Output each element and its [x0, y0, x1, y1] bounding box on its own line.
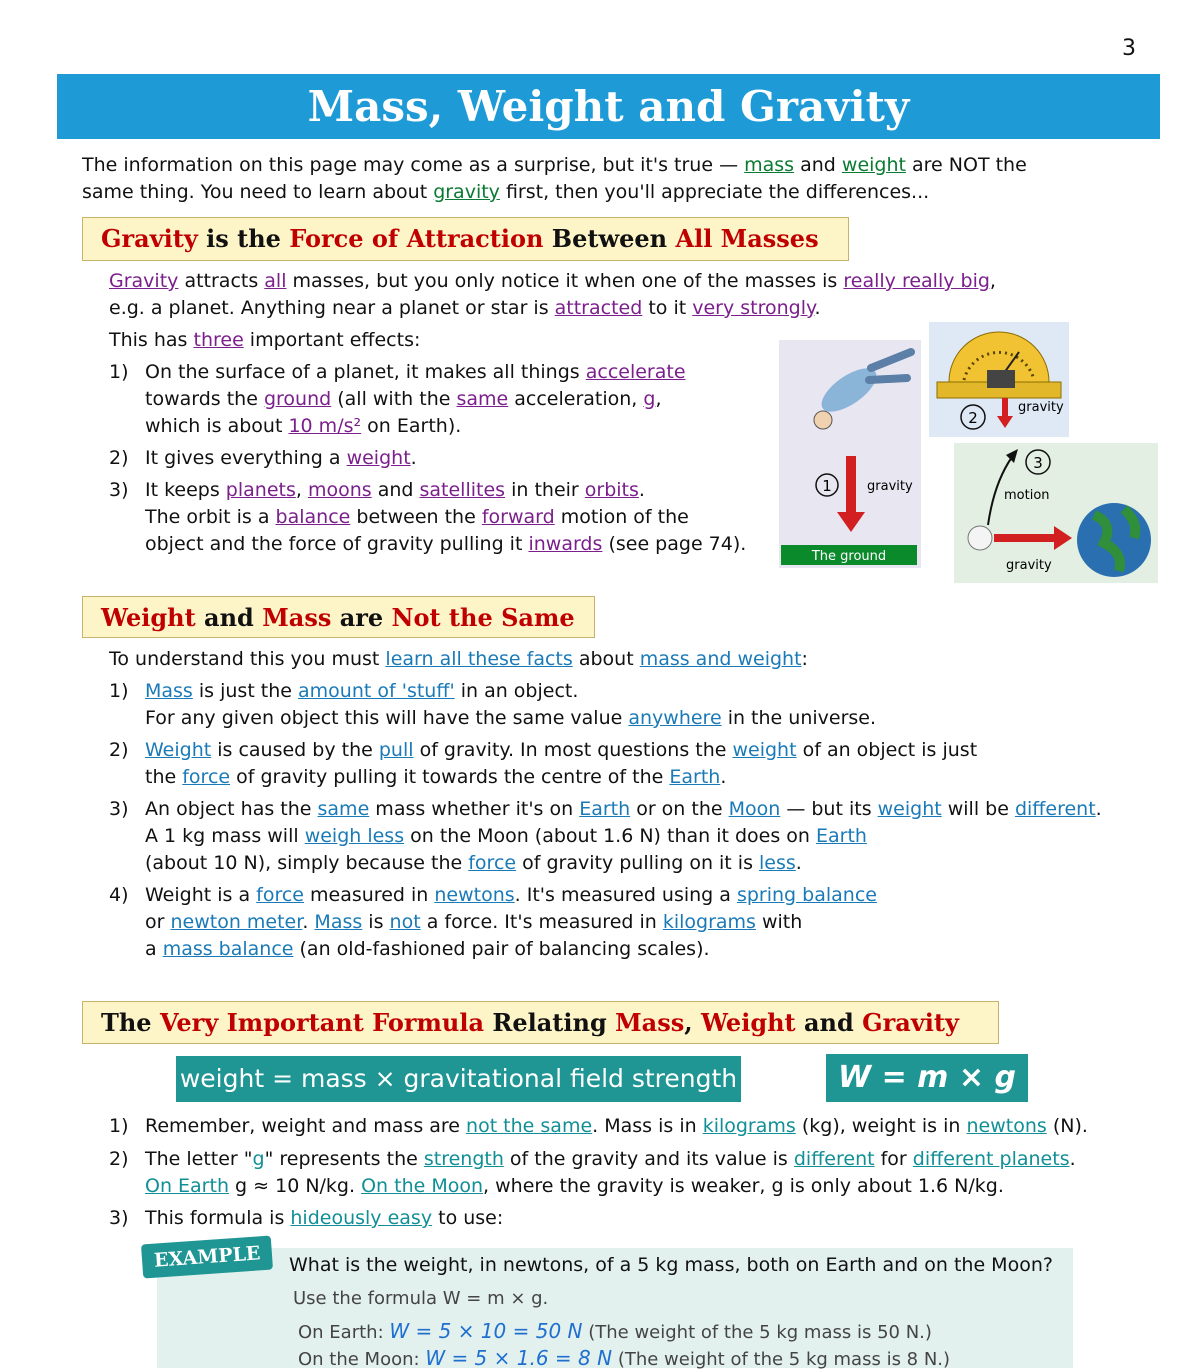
orbit-illustration — [954, 443, 1158, 583]
page-number: 3 — [1122, 36, 1136, 61]
skydiver-illustration — [779, 340, 921, 568]
example-question: What is the weight, in newtons, of a 5 kg mass, both on Earth and on the Moon? — [289, 1254, 1053, 1276]
list-item: 2) It gives everything a weight. — [109, 447, 417, 469]
section-heading-weight-mass: Weight and Mass are Not the Same — [82, 596, 595, 638]
example-tag: EXAMPLE — [141, 1235, 274, 1278]
example-earth-line: On Earth: W = 5 × 10 = 50 N (The weight of the 5 kg mass is 50 N.) — [298, 1319, 932, 1343]
effects-intro: This has three important effects: — [109, 329, 421, 351]
gravity-label: gravity — [867, 479, 913, 494]
list-item: 3) This formula is hideously easy to use: — [109, 1207, 504, 1229]
section-heading-formula: The Very Important Formula Relating Mass, Weight and Gravity — [82, 1001, 999, 1044]
list-item: 3) An object has the same mass whether it's on Earth or on the Moon — but its weight will be different. A 1 kg mass will weigh less on the Moon (about 1.6 N) than it does on Earth (about 10 N), simply because the force of gravity pulling on it is less. — [109, 798, 1102, 874]
facts-intro: To understand this you must learn all these facts about mass and weight: — [109, 648, 808, 670]
gravity-label: gravity — [1018, 400, 1064, 415]
list-item: 2) The letter "g" represents the strength of the gravity and its value is different for different planets. On Earth g ≈ 10 N/kg. On the Moon, where the gravity is weaker, g is only about 1.6 N/kg. — [109, 1148, 1076, 1197]
figure-number-2: 2 — [968, 409, 978, 427]
orbit-figure — [954, 443, 1158, 583]
figure-number-1: 1 — [822, 477, 832, 495]
list-item: 1) Remember, weight and mass are not the same. Mass is in kilograms (kg), weight is in newtons (N). — [109, 1115, 1088, 1137]
list-item: 1) Mass is just the amount of 'stuff' in an object. For any given object this will have the same value anywhere in the universe. — [109, 680, 877, 729]
list-item: 3) It keeps planets, moons and satellites in their orbits. The orbit is a balance between the forward motion of the object and the force of gravity pulling it inwards (see page 74). — [109, 479, 747, 555]
gravity-label: gravity — [1006, 558, 1052, 573]
figure-number-3: 3 — [1033, 454, 1043, 472]
formula-symbols-box: W = m × g — [826, 1054, 1028, 1102]
page-title: Mass, Weight and Gravity — [57, 74, 1160, 139]
gravity-paragraph: Gravity attracts all masses, but you only notice it when one of the masses is really really big, e.g. a planet. Anything near a planet or star is attracted to it very strongly. — [109, 270, 996, 319]
scale-figure — [929, 322, 1069, 437]
formula-words-box: weight = mass × gravitational field strength — [176, 1056, 741, 1102]
list-item: 4) Weight is a force measured in newtons. It's measured using a spring balance or newton meter. Mass is not a force. It's measured in kilograms with a mass balance (an old-fashioned pair of balancing scales). — [109, 884, 877, 960]
spring-scale-illustration — [929, 322, 1069, 437]
example-moon-line: On the Moon: W = 5 × 1.6 = 8 N (The weight of the 5 kg mass is 8 N.) — [298, 1346, 951, 1370]
list-item: 1) On the surface of a planet, it makes all things accelerate towards the ground (all with the same acceleration, g, which is about 10 m/s² on Earth). — [109, 361, 686, 437]
list-item: 2) Weight is caused by the pull of gravity. In most questions the weight of an object is just the force of gravity pulling it towards the centre of the Earth. — [109, 739, 978, 788]
section-heading-gravity: Gravity is the Force of Attraction Between All Masses — [82, 217, 849, 261]
example-formula-line: Use the formula W = m × g. — [293, 1288, 549, 1309]
motion-label: motion — [1004, 488, 1050, 503]
skydiver-figure — [779, 340, 921, 568]
intro-paragraph: The information on this page may come as a surprise, but it's true — mass and weight are NOT the same thing. You need to learn about gravity first, then you'll appreciate the differences... — [82, 154, 1027, 203]
ground-label: The ground — [811, 549, 887, 564]
